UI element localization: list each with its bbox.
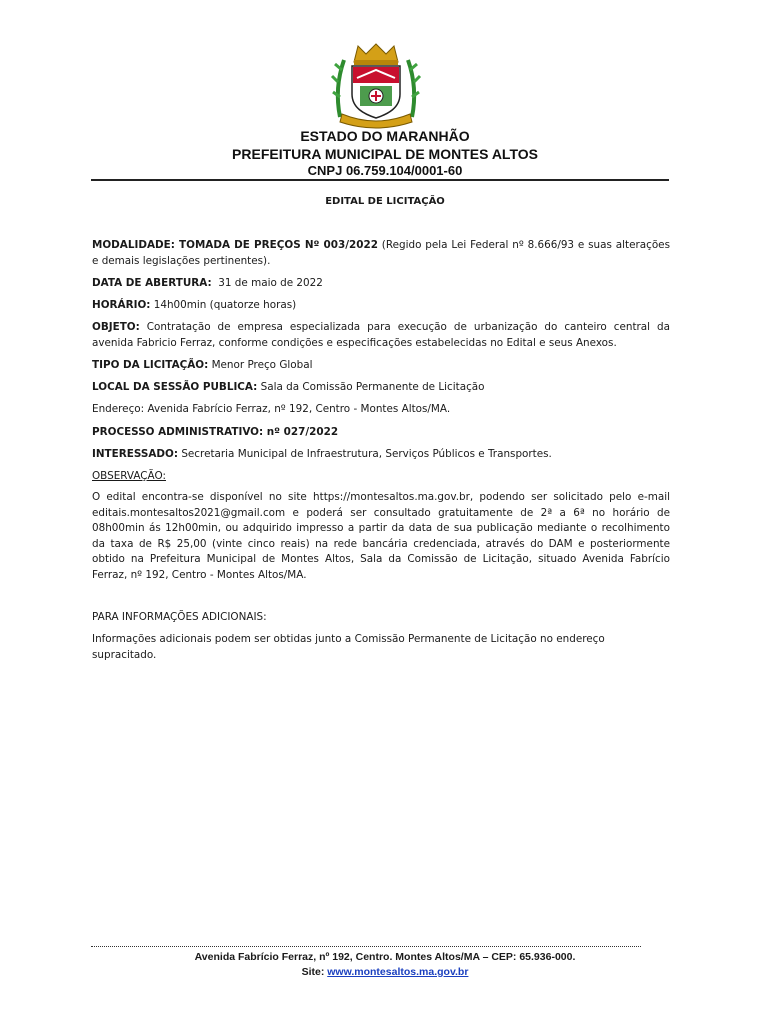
- horario-label: HORÁRIO:: [92, 299, 151, 311]
- info-heading: PARA INFORMAÇÕES ADICIONAIS:: [92, 611, 267, 623]
- observacao-heading: OBSERVAÇÃO:: [92, 470, 166, 482]
- modalidade-label: MODALIDADE: TOMADA DE PREÇOS Nº 003/2022: [92, 239, 378, 251]
- footer-divider: [91, 946, 641, 947]
- objeto-paragraph: [92, 320, 670, 351]
- interessado-line: [92, 447, 670, 463]
- tipo-label: TIPO DA LICITAÇÃO:: [92, 359, 209, 371]
- objeto-value: Contratação de empresa especializada para execução de urbanização do canteiro central da avenida Fabricio Ferraz, conforme condições e especificações estabelecidas no Edital e seus Anexos.: [92, 321, 670, 349]
- objeto-label: OBJETO:: [92, 321, 140, 333]
- data-abertura-value: 31 de maio de 2022: [211, 277, 323, 289]
- local-label: LOCAL DA SESSÃO PUBLICA:: [92, 381, 258, 393]
- info-paragraph: Informações adicionais podem ser obtidas junto a Comissão Permanente de Licitação no endereço supracitado.: [92, 633, 605, 661]
- interessado-value: Secretaria Municipal de Infraestrutura, Serviços Públicos e Transportes.: [178, 448, 552, 460]
- horario-value: 14h00min (quatorze horas): [150, 299, 297, 311]
- tipo-value: Menor Preço Global: [208, 359, 313, 371]
- footer-site-label: Site:: [301, 966, 328, 978]
- modalidade-text: (Regido pela Lei Federal nº 8.666/93 e suas alterações e demais legislações pertinentes).: [92, 239, 670, 267]
- header-divider: [91, 179, 669, 181]
- modalidade-paragraph: [92, 238, 670, 269]
- footer-address: Avenida Fabrício Ferraz, nº 192, Centro. Montes Altos/MA – CEP: 65.936-000.: [194, 951, 576, 963]
- cnpj-heading: CNPJ 06.759.104/0001-60: [307, 163, 463, 178]
- local-value: Sala da Comissão Permanente de Licitação: [257, 381, 485, 393]
- interessado-label: INTERESSADO:: [92, 448, 179, 460]
- horario-line: [92, 298, 670, 314]
- prefecture-heading: PREFEITURA MUNICIPAL DE MONTES ALTOS: [232, 146, 538, 162]
- data-abertura-label: DATA DE ABERTURA:: [92, 277, 212, 289]
- local-sessao-line: [92, 380, 670, 396]
- processo-line: [92, 425, 670, 441]
- data-abertura-line: [92, 276, 670, 292]
- processo-label: PROCESSO ADMINISTRATIVO: nº 027/2022: [92, 426, 339, 438]
- endereco-line: Endereço: Avenida Fabrício Ferraz, nº 192, Centro - Montes Altos/MA.: [92, 403, 451, 415]
- observacao-paragraph: O edital encontra-se disponível no site https://montesaltos.ma.gov.br, podendo ser solicitado pelo e-mail editais.montesaltos2021@gmail.com e poderá ser consultado gratuitamente de 2ª a 6ª no horário de 08h00min ás 12h00min, ou adquirido impresso a partir da data de sua publicação mediante o recolhimento da taxa de R$ 25,00 (vinte cinco reais) na rede bancária credenciada, através do DAM e posteriormente obtido na Prefeitura Municipal de Montes Altos, Sala da Comissão de Licitação, situado Avenida Fabrício Ferraz, nº 192, Centro - Montes Altos/MA.: [92, 491, 670, 581]
- document-title: EDITAL DE LICITAÇÃO: [325, 196, 445, 207]
- footer-site: [0, 966, 770, 978]
- state-heading: ESTADO DO MARANHÃO: [300, 128, 470, 144]
- tipo-licitacao-line: [92, 358, 670, 374]
- footer-site-link[interactable]: www.montesaltos.ma.gov.br: [327, 966, 469, 978]
- municipal-coat-of-arms-icon: [330, 42, 422, 130]
